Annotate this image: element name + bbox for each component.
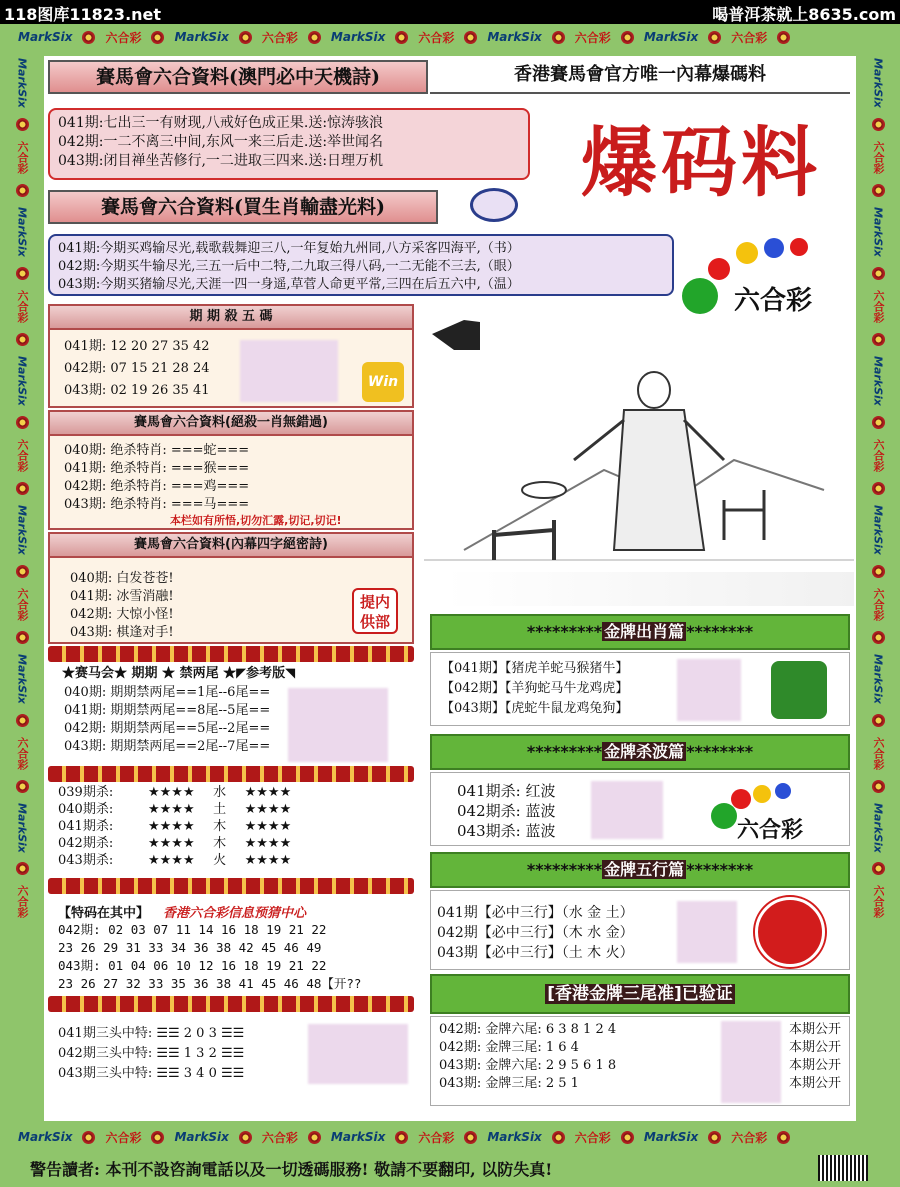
flower-icon	[708, 31, 721, 44]
kill-zodiac-note: 本栏如有所悟,切勿汇露,切记,切记!	[170, 514, 342, 527]
kill-five-panel	[48, 304, 414, 408]
flower-icon	[308, 1131, 321, 1144]
decor-border	[48, 996, 414, 1012]
tema-row: 23 26 29 31 33 34 36 38 42 45 46 49	[58, 940, 322, 955]
footer-warning	[0, 1149, 900, 1187]
flower-icon	[239, 31, 252, 44]
footer-warning-text: 警告讀者: 本刊不設咨詢電話以及一切透碼服務! 敬請不要翻印, 以防失真!	[30, 1160, 553, 1179]
gold-five-header: ********* 金牌五行篇 ********	[430, 852, 850, 888]
four-word-title: 賽馬會六合資料(內幕四字絕密詩)	[50, 534, 412, 558]
blurred-area	[308, 1024, 408, 1084]
lhc-text: 六合彩	[16, 736, 29, 770]
green-ball-icon	[711, 803, 737, 829]
lhc-text: 六合彩	[872, 140, 885, 174]
right-side-strip	[864, 52, 892, 1122]
lhc-text: 六合彩	[105, 1130, 142, 1145]
flower-icon	[151, 1131, 164, 1144]
marksix-text: MarkSix	[15, 206, 29, 257]
lhc-text: 六合彩	[16, 289, 29, 323]
gold-wave-title: 金牌杀波篇	[604, 742, 685, 761]
illustration	[424, 310, 854, 606]
kill-five-row: 043期: 02 19 26 35 41	[64, 383, 210, 398]
marksix-text: MarkSix	[18, 30, 73, 44]
gold-tail-row: 042期: 金牌六尾: 6 3 8 1 2 4 本期公开	[439, 1022, 841, 1037]
red-ball-icon	[708, 258, 730, 280]
flower-icon	[872, 631, 885, 644]
flower-icon	[777, 1131, 790, 1144]
flower-icon	[872, 184, 885, 197]
flower-icon	[16, 184, 29, 197]
three-head-row: 042期三头中特: ☰☰ 1 3 2 ☰☰	[58, 1046, 245, 1061]
zodiac-row: 041期:今期买鸡输尽光,载歌载舞迎三八,一年复始九州同,八方采客四海平,（书）	[58, 241, 520, 256]
flower-icon	[872, 565, 885, 578]
flower-icon	[16, 862, 29, 875]
banner-official: 香港賽馬會官方唯一內幕爆碼料	[430, 60, 850, 94]
lhc-text: 六合彩	[872, 289, 885, 323]
flower-icon	[777, 31, 790, 44]
element-kill-row: 042期杀: ★★★★ 木 ★★★★	[58, 836, 292, 851]
gold-wave-panel	[430, 772, 850, 846]
decor-border	[48, 766, 414, 782]
marksix-text: MarkSix	[18, 1130, 73, 1144]
kill-zodiac-panel	[48, 410, 414, 530]
kill-five-title: 期 期 殺 五 碼	[50, 306, 412, 330]
flower-icon	[552, 1131, 565, 1144]
lhc-text: 六合彩	[16, 438, 29, 472]
poem-row: 041期:七出三一有财现,八戒好色成正果.送:惊涛骇浪	[58, 115, 384, 131]
flower-icon	[872, 416, 885, 429]
left-side-strip	[8, 52, 36, 1122]
flower-icon	[872, 482, 885, 495]
marksix-text: MarkSix	[174, 1130, 229, 1144]
barcode-icon	[818, 1155, 868, 1181]
yellow-ball-icon	[753, 785, 771, 803]
marksix-text: MarkSix	[15, 58, 29, 108]
gold-tail-row: 042期: 金牌三尾: 1 6 4 本期公开	[439, 1040, 841, 1055]
gold-tail-title: [香港金牌三尾准]已验证	[547, 984, 733, 1004]
marksix-text: MarkSix	[871, 504, 885, 555]
tema-panel	[58, 902, 414, 994]
big-title: 爆码料	[581, 118, 821, 207]
element-kill-row: 039期杀: ★★★★ 水 ★★★★	[58, 785, 292, 800]
lhc-text: 六合彩	[872, 587, 885, 621]
kill-zodiac-row: 040期: 绝杀特肖: ===蛇===	[64, 443, 250, 458]
marksix-text: MarkSix	[330, 1130, 386, 1144]
flower-icon	[464, 1131, 477, 1144]
flower-icon	[308, 31, 321, 44]
marksix-text: MarkSix	[15, 802, 29, 853]
gold-five-title: 金牌五行篇	[604, 860, 685, 879]
element-kill-row: 040期杀: ★★★★ 土 ★★★★	[58, 802, 292, 817]
jockey-logo-icon	[470, 188, 518, 222]
flower-icon	[16, 565, 29, 578]
blurred-area	[677, 659, 741, 721]
flower-icon	[872, 267, 885, 280]
lhc-text: 六合彩	[16, 587, 29, 621]
flower-icon	[621, 31, 634, 44]
red-ball-icon	[731, 789, 751, 809]
tema-row: 23 26 27 32 33 35 36 38 41 45 46 48【开??	[58, 976, 362, 991]
kill-zodiac-row: 043期: 绝杀特肖: ===马===	[64, 497, 250, 512]
bottom-marksix-strip	[0, 1124, 900, 1150]
four-word-panel	[48, 532, 414, 644]
zodiac-row: 043期:今期买猪输尽光,天涯一四一身遥,草菅人命更平常,三四在后五六中,（温）	[58, 277, 520, 292]
win-logo-icon: Win	[362, 362, 404, 402]
decor-border	[48, 646, 414, 662]
tema-title: 【特码在其中】	[58, 906, 150, 921]
site-left-label[interactable]: 118图库11823.net	[4, 5, 162, 24]
zodiac-box	[48, 234, 674, 296]
blurred-area	[677, 901, 737, 963]
gold-zodiac-row: 【043期】【虎蛇牛鼠龙鸡兔狗】	[441, 701, 629, 716]
marksix-text: MarkSix	[15, 504, 29, 555]
gold-tail-panel	[430, 1016, 850, 1106]
flower-icon	[16, 780, 29, 793]
gold-tail-header	[430, 974, 850, 1014]
flower-icon	[16, 482, 29, 495]
element-kill-row: 043期杀: ★★★★ 火 ★★★★	[58, 853, 292, 868]
three-head-row: 043期三头中特: ☰☰ 3 4 0 ☰☰	[58, 1066, 245, 1081]
hk-emblem-icon	[755, 897, 825, 967]
red-ball-icon	[790, 238, 808, 256]
decor-border	[48, 878, 414, 894]
three-head-panel	[58, 1024, 414, 1084]
sage-sketch-icon	[424, 310, 854, 606]
lhc-logo-text: 六合彩	[737, 817, 804, 843]
three-head-row: 041期三头中特: ☰☰ 2 0 3 ☰☰	[58, 1026, 245, 1041]
tema-subtitle: 香港六合彩信息预猜中心	[163, 906, 307, 921]
banned-tail-title: ★赛马会★ 期期 ★ 禁两尾 ★◤参考版◥	[62, 666, 296, 681]
gold-tail-row: 043期: 金牌六尾: 2 9 5 6 1 8 本期公开	[439, 1058, 841, 1073]
flower-icon	[16, 714, 29, 727]
gold-five-row: 043期【必中三行】（土 木 火）	[437, 945, 634, 961]
gold-zodiac-panel	[430, 652, 850, 726]
lhc-logo-text: 六合彩	[734, 286, 813, 316]
four-word-row: 043期: 棋逢对手!	[70, 625, 174, 640]
kill-five-row: 042期: 07 15 21 28 24	[64, 361, 210, 376]
marksix-text: MarkSix	[487, 30, 542, 44]
lhc-text: 六合彩	[16, 140, 29, 174]
gold-zodiac-title: 金牌出肖篇	[604, 622, 685, 641]
lhc-text: 六合彩	[261, 1130, 298, 1145]
poem-row: 043期:闭目禅坐苦修行,一二进取三四来.送:日理万机	[58, 153, 384, 169]
blurred-area	[240, 340, 338, 402]
marksix-text: MarkSix	[174, 30, 229, 44]
flower-icon	[395, 31, 408, 44]
flower-icon	[621, 1131, 634, 1144]
flower-icon	[16, 416, 29, 429]
flower-icon	[151, 31, 164, 44]
marksix-text: MarkSix	[330, 30, 386, 44]
lhc-logo-top	[680, 232, 856, 320]
flower-icon	[16, 631, 29, 644]
lhc-text: 六合彩	[731, 30, 768, 45]
flower-icon	[464, 31, 477, 44]
banner-poem-title: 賽馬會六合資料(澳門必中天機詩)	[48, 60, 428, 94]
banned-tail-row: 042期: 期期禁两尾==5尾--2尾==	[64, 721, 271, 736]
lhc-text: 六合彩	[574, 30, 611, 45]
marksix-text: MarkSix	[871, 802, 885, 853]
marksix-text: MarkSix	[871, 206, 885, 257]
element-kill-panel	[58, 784, 398, 868]
four-word-row: 041期: 冰雪消融!	[70, 589, 174, 604]
gold-wave-row: 043期杀: 蓝波	[457, 822, 556, 840]
yellow-ball-icon	[736, 242, 758, 264]
gold-zodiac-row: 【041期】【猪虎羊蛇马猴猪牛】	[441, 661, 629, 676]
lhc-text: 六合彩	[16, 885, 29, 919]
banner-zodiac-title: 賽馬會六合資料(買生肖輸盡光料)	[48, 190, 438, 224]
flower-icon	[16, 118, 29, 131]
marksix-text: MarkSix	[15, 355, 29, 406]
site-right-label[interactable]: 喝普洱茶就上8635.com	[712, 5, 896, 24]
tema-row: 043期: 01 04 06 10 12 16 18 19 21 22	[58, 958, 327, 973]
blue-ball-icon	[764, 238, 784, 258]
marksix-text: MarkSix	[871, 355, 885, 406]
flower-icon	[82, 1131, 95, 1144]
element-kill-row: 041期杀: ★★★★ 木 ★★★★	[58, 819, 292, 834]
flower-icon	[872, 714, 885, 727]
blurred-area	[721, 1021, 781, 1103]
kill-zodiac-row: 042期: 绝杀特肖: ===鸡===	[64, 479, 250, 494]
lhc-text: 六合彩	[261, 30, 298, 45]
lhc-text: 六合彩	[731, 1130, 768, 1145]
banned-tail-row: 043期: 期期禁两尾==2尾--7尾==	[64, 739, 271, 754]
banned-tail-panel	[48, 664, 414, 764]
zodiac-row: 042期:今期买牛输尽光,三五一后中二特,二九取三得八码,一二无能不三去,（眼）	[58, 259, 520, 274]
poem-row: 042期:一二不离三中间,东风一来三后走.送:举世闻名	[58, 134, 384, 150]
blurred-area	[591, 781, 663, 839]
gold-five-row: 042期【必中三行】（木 水 金）	[437, 925, 634, 941]
flower-icon	[708, 1131, 721, 1144]
gold-tail-row: 043期: 金牌三尾: 2 5 1 本期公开	[439, 1076, 841, 1091]
marksix-text: MarkSix	[15, 653, 29, 704]
internal-badge: 提内供部	[352, 588, 398, 634]
blurred-area	[288, 688, 388, 762]
tema-row: 042期: 02 03 07 11 14 16 18 19 21 22	[58, 922, 327, 937]
lhc-text: 六合彩	[105, 30, 142, 45]
four-word-row: 042期: 大惊小怪!	[70, 607, 174, 622]
flower-icon	[82, 31, 95, 44]
flower-icon	[552, 31, 565, 44]
flower-icon	[16, 333, 29, 346]
lhc-text: 六合彩	[872, 885, 885, 919]
flower-icon	[872, 780, 885, 793]
green-ball-icon	[682, 278, 718, 314]
flower-icon	[239, 1131, 252, 1144]
marksix-text: MarkSix	[643, 30, 699, 44]
flower-icon	[872, 862, 885, 875]
banned-tail-row: 041期: 期期禁两尾==8尾--5尾==	[64, 703, 271, 718]
marksix-text: MarkSix	[871, 58, 885, 108]
gold-wave-row: 041期杀: 红波	[457, 782, 556, 800]
lhc-text: 六合彩	[872, 438, 885, 472]
gold-wave-header: ********* 金牌杀波篇 ********	[430, 734, 850, 770]
flower-icon	[16, 267, 29, 280]
marksix-text: MarkSix	[871, 653, 885, 704]
lhc-text: 六合彩	[872, 736, 885, 770]
lhc-text: 六合彩	[574, 1130, 611, 1145]
marksix-text: MarkSix	[487, 1130, 542, 1144]
fist-icon	[771, 661, 827, 719]
gold-zodiac-row: 【042期】【羊狗蛇马牛龙鸡虎】	[441, 681, 629, 696]
kill-five-row: 041期: 12 20 27 35 42	[64, 339, 210, 354]
marksix-text: MarkSix	[643, 1130, 699, 1144]
gold-wave-row: 042期杀: 蓝波	[457, 802, 556, 820]
flower-icon	[872, 333, 885, 346]
gold-zodiac-header: ********* 金牌出肖篇 ********	[430, 614, 850, 650]
flower-icon	[872, 118, 885, 131]
lhc-text: 六合彩	[418, 30, 455, 45]
four-word-row: 040期: 白发苍苍!	[70, 571, 174, 586]
kill-zodiac-row: 041期: 绝杀特肖: ===猴===	[64, 461, 250, 476]
flower-icon	[395, 1131, 408, 1144]
gold-five-panel	[430, 890, 850, 970]
kill-zodiac-title: 賽馬會六合資料(絕殺一肖無錯過)	[50, 412, 412, 436]
top-bar	[0, 0, 900, 24]
top-marksix-strip	[0, 24, 900, 50]
banned-tail-row: 040期: 期期禁两尾==1尾--6尾==	[64, 685, 271, 700]
lhc-text: 六合彩	[418, 1130, 455, 1145]
poem-box	[48, 108, 530, 180]
blue-ball-icon	[775, 783, 791, 799]
gold-five-row: 041期【必中三行】（水 金 土）	[437, 905, 634, 921]
